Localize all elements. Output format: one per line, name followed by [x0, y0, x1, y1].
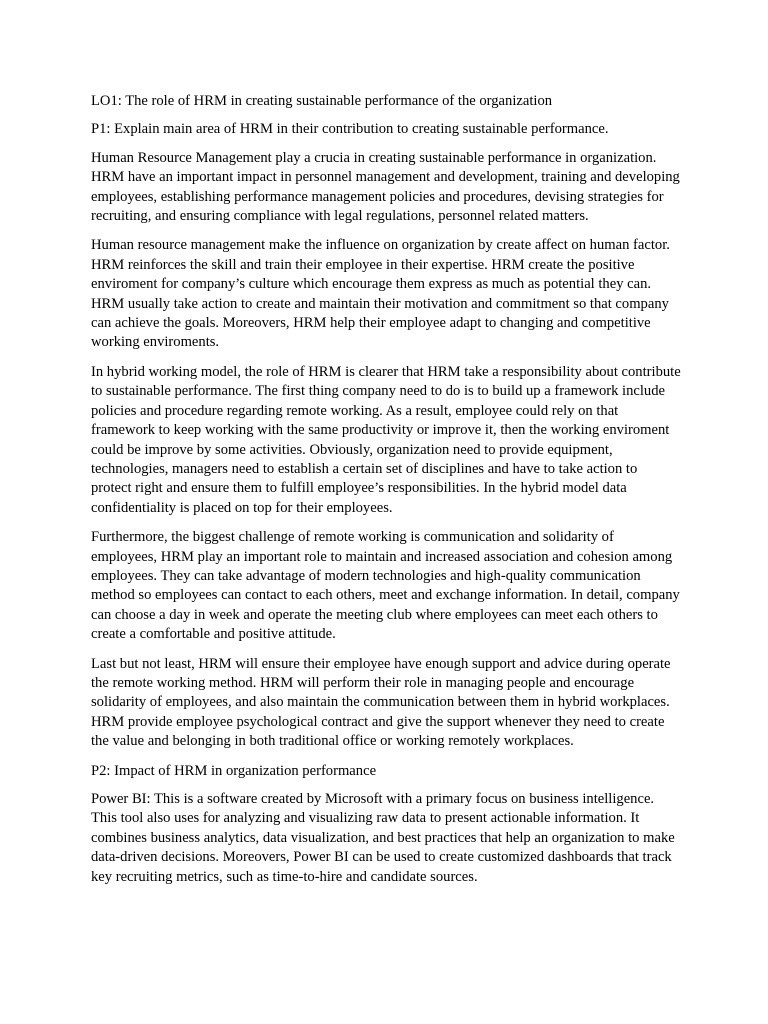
body-paragraph: Furthermore, the biggest challenge of remote working is communication and solidarity of employees, HRM play an important role to maintain and increased association and cohesion among employees. They can take advantage of modern technologies and high-quality communication method so employees can contact to each others, meet and exchange information. In detail, company can choose a day in week and operate the meeting club where employees can meet each others to create a comfortable and positive attitude. — [91, 529, 680, 643]
document-page — [91, 92, 681, 897]
lo1-heading: LO1: The role of HRM in creating sustainable performance of the organization — [91, 93, 553, 109]
body-paragraph: In hybrid working model, the role of HRM is clearer that HRM take a responsibility about contribute to sustainable performance. The first thing company need to do is to build up a framework include policies and procedure regarding remote working. As a result, employee could rely on that framework to keep working with the same productivity or improve it, then the working enviroment could be improve by some activities. Obviously, organization need to provide equipment, technologies, managers need to establish a certain set of disciplines and have to take action to protect right and ensure them to fulfill employee’s responsibilities. In the hybrid model data confidentiality is placed on top for their employees. — [91, 363, 681, 516]
body-paragraph: Human Resource Management play a crucia in creating sustainable performance in organization. HRM have an important impact in personnel management and development, training and developing employees, establishing performance management policies and procedures, devising strategies for recruiting, and ensuring compliance with legal regulations, personnel related matters. — [91, 149, 680, 225]
body-paragraph: Human resource management make the influence on organization by create affect on human factor. HRM reinforces the skill and train their employee in their expertise. HRM create the positive enviroment for company’s culture which encourage them express as much as potential they can. HRM usually take action to create and maintain their motivation and commitment so that company can achieve the goals. Moreovers, HRM help their employee adapt to changing and competitive working enviroments. — [91, 237, 670, 351]
body-paragraph: Last but not least, HRM will ensure their employee have enough support and advice during operate the remote working method. HRM will perform their role in managing people and encourage solidarity of employees, and also maintain the communication between them in hybrid workplaces. HRM provide employee psychological contract and give the support whenever they need to create the value and belonging in both traditional office or working remotely workplaces. — [91, 655, 671, 750]
body-paragraph: Power BI: This is a software created by Microsoft with a primary focus on business intelligence. This tool also uses for analyzing and visualizing raw data to present actionable information. It combines business analytics, data visualization, and best practices that help an organization to make data-driven decisions. Moreovers, Power BI can be used to create customized dashboards that track key recruiting metrics, such as time-to-hire and candidate sources. — [91, 791, 675, 885]
p1-heading: P1: Explain main area of HRM in their contribution to creating sustainable performance. — [91, 121, 609, 138]
p2-heading: P2: Impact of HRM in organization performance — [91, 762, 377, 779]
